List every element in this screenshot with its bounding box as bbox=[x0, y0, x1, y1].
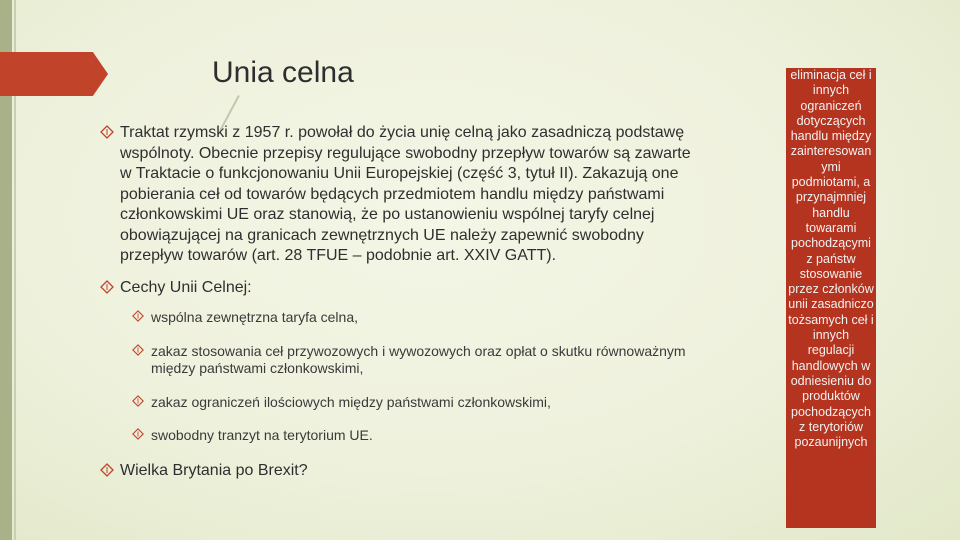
diamond-outline-icon bbox=[100, 463, 114, 477]
diamond-outline-icon bbox=[132, 344, 144, 356]
slide-title: Unia celna bbox=[212, 56, 354, 89]
sub-bullet-tranzyt bbox=[132, 427, 700, 445]
side-text: eliminacja ceł i innych ograniczeń dotyczących handlu między zainteresowanymi podmiotami, a przynajmniej handlu towarami pochodzącymi z państw stosowanie przez członków unii zasadniczo tożsamych ceł i innych regulacji handlowych w odniesieniu do produktów pochodzących z terytoriów pozaunijnych bbox=[788, 68, 874, 450]
bullet-cechy-text: Cechy Unii Celnej: bbox=[120, 278, 252, 296]
sub-bullet-zakaz-ograniczen bbox=[132, 394, 700, 412]
bullet-brexit-text: Wielka Brytania po Brexit? bbox=[120, 461, 308, 479]
sub-bullet-text: wspólna zewnętrzna taryfa celna, bbox=[151, 309, 358, 325]
bullet-brexit bbox=[100, 461, 700, 482]
diamond-outline-icon bbox=[100, 125, 114, 139]
bullet-traktat-text: Traktat rzymski z 1957 r. powołał do życia unię celną jako zasadniczą podstawę wspólnoty. Obecnie przepisy regulujące swobodny przepływ towarów są zawarte w Traktacie o funkcjonowaniu Unii Europejskiej (część 3, tytuł II). Zakazują one pobierania ceł od towarów będących przedmiotem handlu między państwami członkowskimi UE oraz stanowią, że po ustanowieniu wspólnej taryfy celnej obowiązującej na granicach zewnętrznych UE należy zapewnić swobodny przepływ towarów (art. 28 TFUE – podobnie art. XXIV GATT). bbox=[120, 124, 691, 264]
slide-content bbox=[100, 123, 700, 492]
diamond-outline-icon bbox=[132, 310, 144, 322]
bullet-cechy bbox=[100, 278, 700, 299]
sub-bullet-text: zakaz stosowania ceł przywozowych i wywozowych oraz opłat o skutku równoważnym między państwami członkowskimi, bbox=[151, 342, 686, 376]
sub-bullet-zakaz-cel bbox=[132, 343, 700, 378]
bullet-traktat bbox=[100, 123, 700, 267]
sub-bullet-text: swobodny tranzyt na terytorium UE. bbox=[151, 427, 373, 443]
side-text-box bbox=[786, 68, 876, 528]
diamond-outline-icon bbox=[132, 395, 144, 407]
diamond-outline-icon bbox=[100, 280, 114, 294]
sub-bullet-text: zakaz ograniczeń ilościowych między państwami członkowskimi, bbox=[151, 393, 551, 410]
sub-bullet-taryfa bbox=[132, 309, 700, 327]
diamond-outline-icon bbox=[132, 428, 144, 440]
title-accent-arrow bbox=[0, 52, 108, 96]
